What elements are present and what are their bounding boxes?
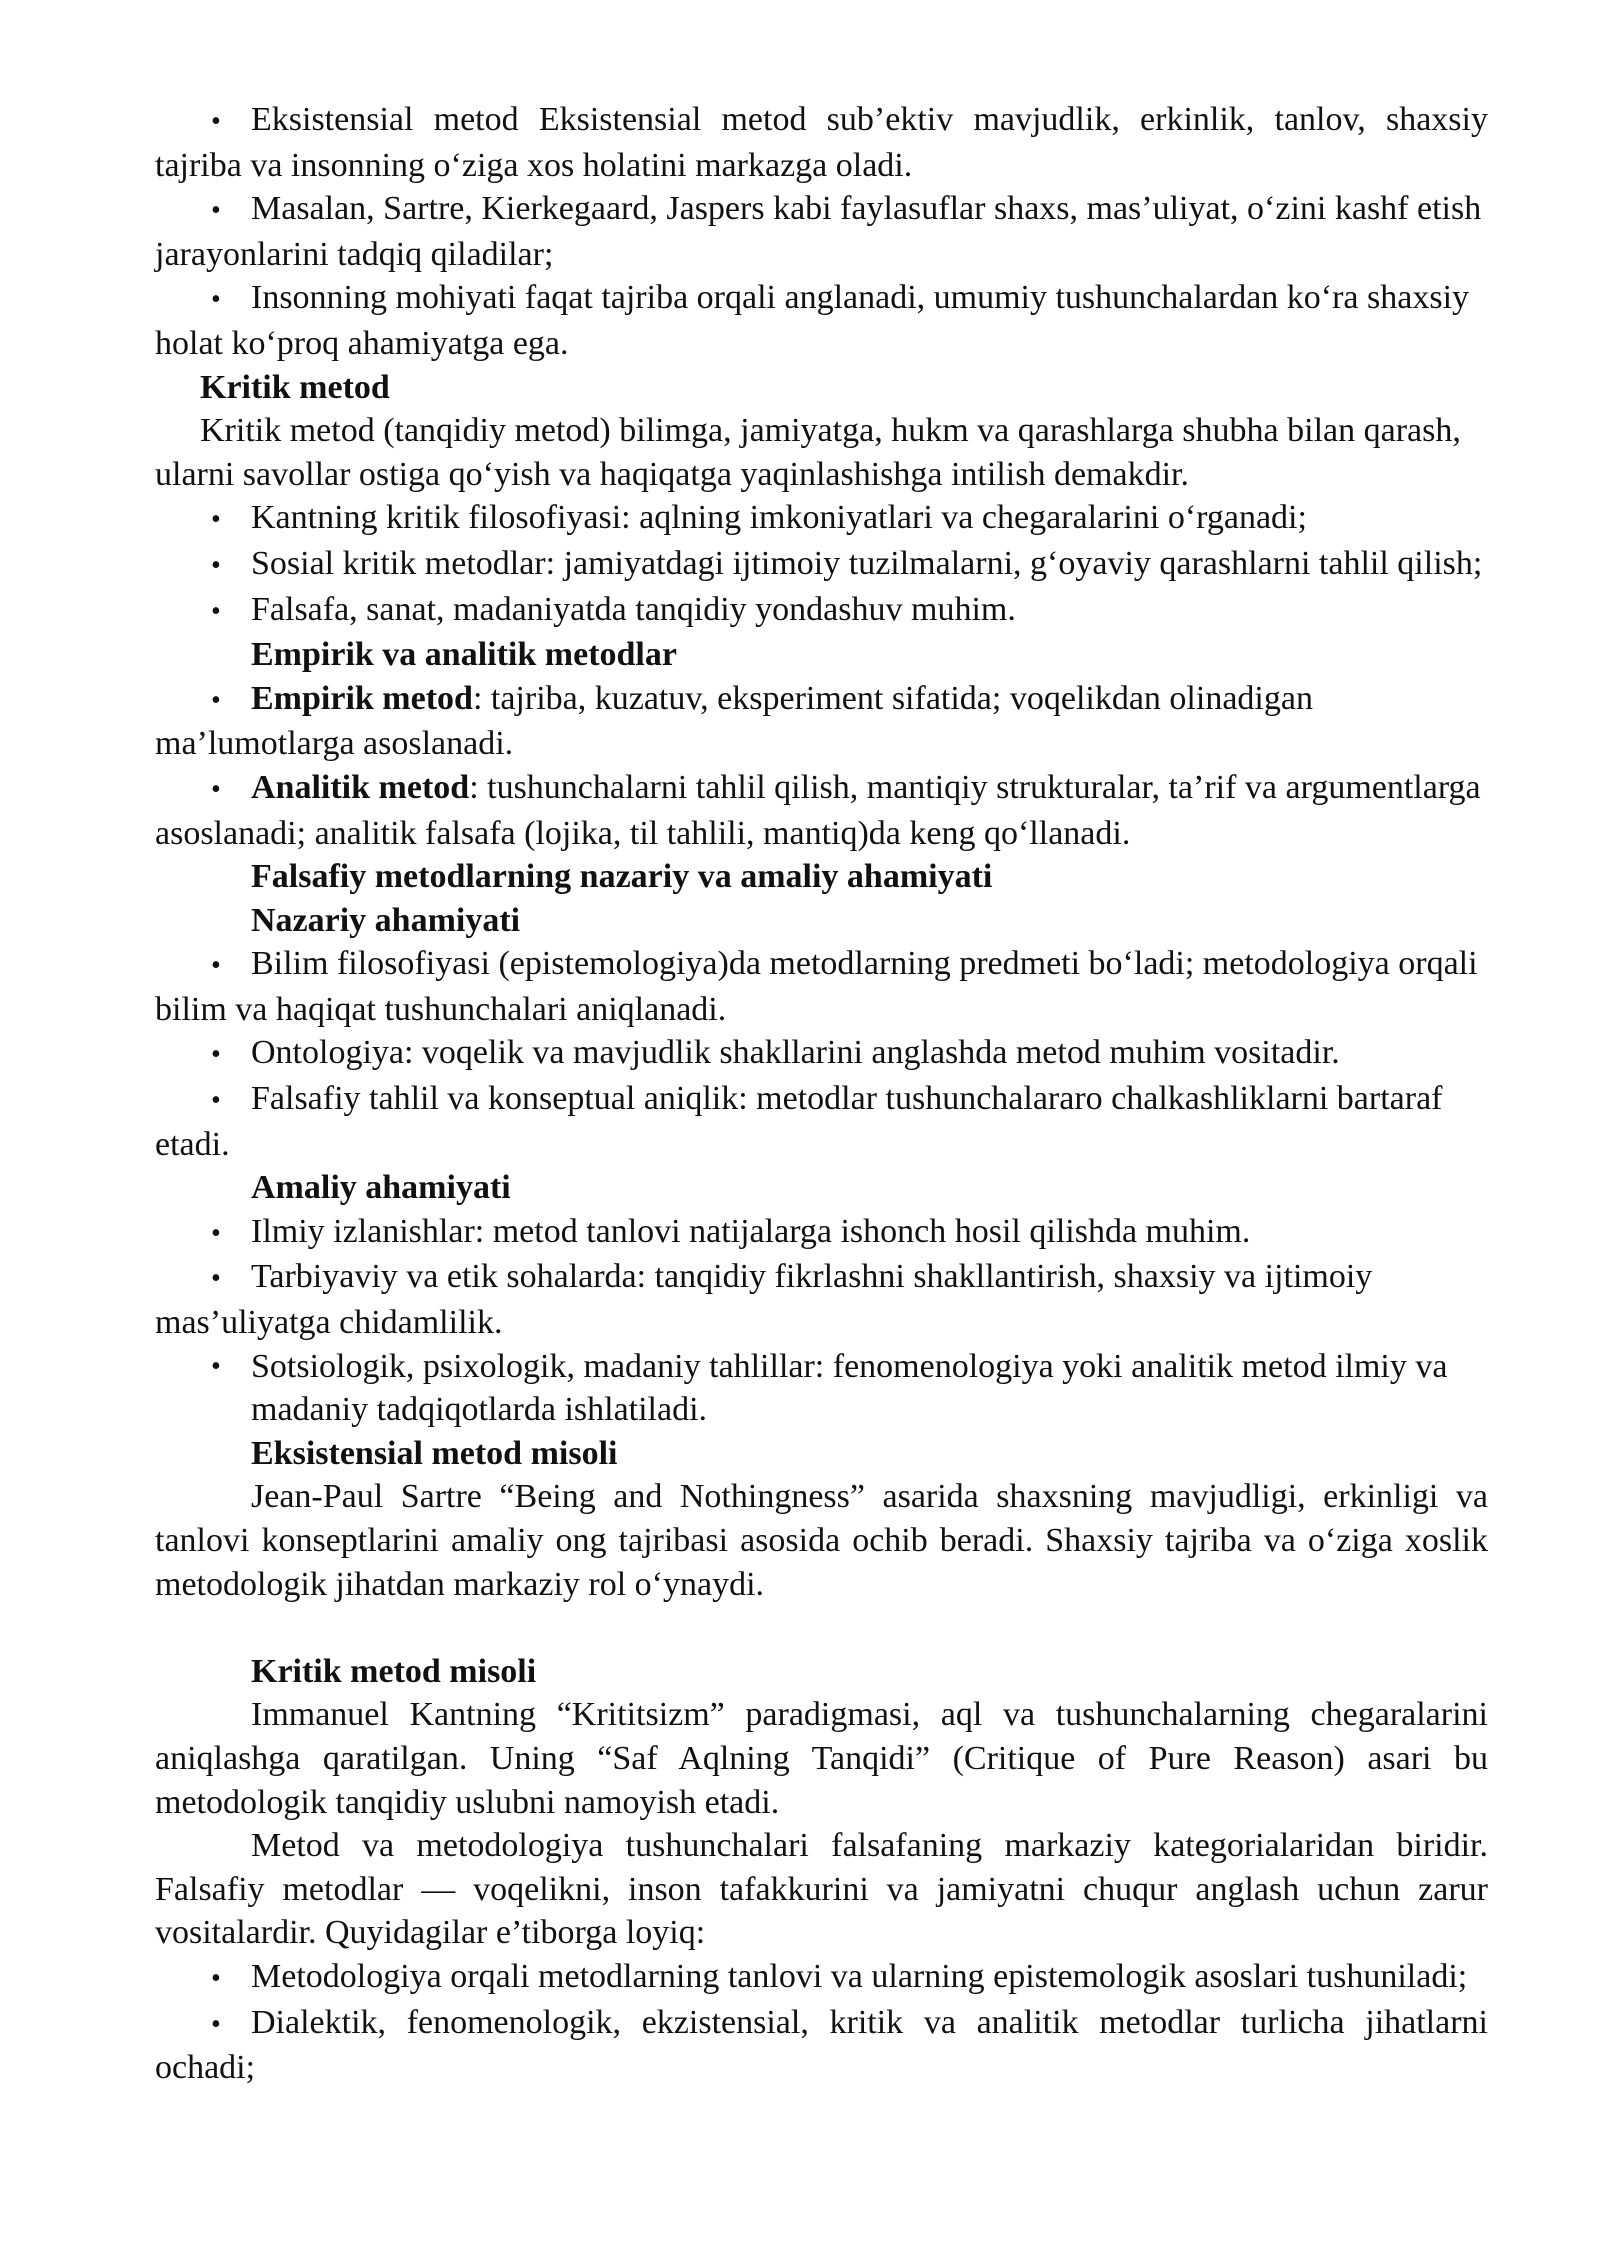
section-heading: Falsafiy metodlarning nazariy va amaliy ahamiyati <box>251 858 993 896</box>
list-item-text: Masalan, Sartre, Kierkegaard, Jaspers kabi faylasuflar shaxs, mas’uliyat, o‘zini kashf etish jarayonlarini tadqiq qiladilar; <box>155 190 1482 273</box>
bullet-icon: • <box>211 284 221 316</box>
subsection-heading: Nazariy ahamiyati <box>251 901 521 939</box>
list-item <box>155 677 1488 766</box>
list-item-text: Ilmiy izlanishlar: metod tanlovi natijalarga ishonch hosil qilishda muhim. <box>251 1212 1251 1250</box>
bullet-icon: • <box>211 2008 221 2040</box>
list-item <box>155 1077 1488 1166</box>
list-item <box>155 1255 1488 1344</box>
bullet-icon: • <box>211 773 221 805</box>
list-item-text: Tarbiyaviy va etik sohalarda: tanqidiy fikrlashni shakllantirish, shaxsiy va ijtimoiy mas’uliyatga chidamlilik. <box>155 1258 1373 1342</box>
list-item <box>155 496 1488 542</box>
list-item-text: Falsafa, sanat, madaniyatda tanqidiy yondashuv muhim. <box>251 590 1016 628</box>
bullet-icon: • <box>211 1350 221 1382</box>
list-item <box>155 766 1488 855</box>
paragraph: Kritik metod (tanqidiy metod) bilimga, jamiyatga, hukm va qarashlarga shubha bilan qarash, ularni savollar ostiga qo‘yish va haqiqatga yaqinlashishga intilish demakdir. <box>155 412 1461 493</box>
list-item <box>155 276 1488 365</box>
bullet-icon: • <box>211 1263 221 1295</box>
subsection-heading: Kritik metod misoli <box>251 1652 537 1690</box>
bullet-icon: • <box>211 1962 221 1994</box>
list-item-text: : tushunchalarni tahlil qilish, mantiqiy strukturalar, ta’rif va argumentlarga asoslanadi; analitik falsafa (lojika, til tahlili, mantiq)da keng qo‘llanadi. <box>155 768 1481 852</box>
bullet-icon: • <box>211 1039 221 1071</box>
paragraph: Immanuel Kantning “Krititsizm” paradigmasi, aql va tushunchalarning chegaralarini aniqlashga qaratilgan. Uning “Saf Aqlning Tanqidi” (Critique of Pure Reason) asari bu metodologik tanqidiy uslubni namoyish etadi. <box>155 1696 1488 1821</box>
term-label: Empirik metod <box>251 679 473 717</box>
section-heading: Kritik metod <box>200 368 390 406</box>
section-heading: Empirik va analitik metodlar <box>251 636 677 674</box>
blank-line <box>155 1606 1488 1650</box>
list-item-text: Sosial kritik metodlar: jamiyatdagi ijtimoiy tuzilmalarni, g‘oyaviy qarashlarni tahlil qilish; <box>251 544 1483 582</box>
list-item-text: Kantning kritik filosofiyasi: aqlning imkoniyatlari va chegaralarini o‘rganadi; <box>251 499 1307 537</box>
list-item-text: Bilim filosofiyasi (epistemologiya)da metodlarning predmeti bo‘ladi; metodologiya orqali bilim va haqiqat tushunchalari aniqlanadi. <box>155 945 1478 1028</box>
bullet-icon: • <box>211 950 221 982</box>
bullet-icon: • <box>211 684 221 716</box>
bullet-icon: • <box>211 106 221 137</box>
list-item <box>155 187 1488 276</box>
list-item-text: Ontologiya: voqelik va mavjudlik shakllarini anglashda metod muhim vositadir. <box>251 1034 1340 1072</box>
list-item-text: Dialektik, fenomenologik, ekzistensial, kritik va analitik metodlar turlicha jihatlarni ochadi; <box>155 2003 1488 2087</box>
subsection-heading: Amaliy ahamiyati <box>251 1169 511 1207</box>
bullet-icon: • <box>211 195 221 227</box>
subsection-heading: Eksistensial metod misoli <box>251 1434 618 1472</box>
term-label: Analitik metod <box>251 768 470 806</box>
bullet-icon: • <box>211 549 221 581</box>
bullet-icon: • <box>211 1217 221 1249</box>
list-item <box>155 542 1488 588</box>
list-item <box>155 1031 1488 1077</box>
list-item <box>155 2001 1488 2090</box>
list-item-text: : tajriba, kuzatuv, eksperiment sifatida; voqelikdan olinadigan ma’lumotlarga asoslanadi. <box>155 679 1313 763</box>
bullet-icon: • <box>211 1085 221 1117</box>
list-item <box>155 1345 1488 1432</box>
list-item-text: Falsafiy tahlil va konseptual aniqlik: metodlar tushunchalararo chalkashliklarni bartaraf etadi. <box>155 1080 1443 1163</box>
bullet-icon: • <box>211 595 221 627</box>
list-item-text: Insonning mohiyati faqat tajriba orqali anglanadi, umumiy tushunchalardan ko‘ra shaxsiy holat ko‘proq ahamiyatga ega. <box>155 279 1470 362</box>
list-item-text: Metodologiya orqali metodlarning tanlovi va ularning epistemologik asoslari tushuniladi; <box>251 1957 1468 1995</box>
paragraph: Metod va metodologiya tushunchalari falsafaning markaziy kategorialaridan biridir. Falsafiy metodlar — voqelikni, inson tafakkurini va jamiyatni chuqur anglash uchun zarur vositalardir. Quyidagilar e’tiborga loyiq: <box>155 1827 1488 1952</box>
list-item <box>155 942 1488 1031</box>
list-item <box>155 1955 1488 2001</box>
paragraph: Jean-Paul Sartre “Being and Nothingness” asarida shaxsning mavjudligi, erkinligi va tanlovi konseptlarini amaliy ong tajribasi asosida ochib beradi. Shaxsiy tajriba va o‘ziga xoslik metodologik jihatdan markaziy rol o‘ynaydi. <box>155 1478 1488 1603</box>
list-item <box>155 1210 1488 1256</box>
list-item <box>155 588 1488 634</box>
list-item-text: Sotsiologik, psixologik, madaniy tahlillar: fenomenologiya yoki analitik metod ilmiy va madaniy tadqiqotlarda ishlatiladi. <box>251 1347 1448 1429</box>
list-item-text: Eksistensial metod Eksistensial metod sub’ektiv mavjudlik, erkinlik, tanlov, shaxsiy tajriba va insonning o‘ziga xos holatini markazga oladi. <box>155 101 1488 184</box>
bullet-icon: • <box>211 504 221 536</box>
list-item <box>155 98 1488 187</box>
